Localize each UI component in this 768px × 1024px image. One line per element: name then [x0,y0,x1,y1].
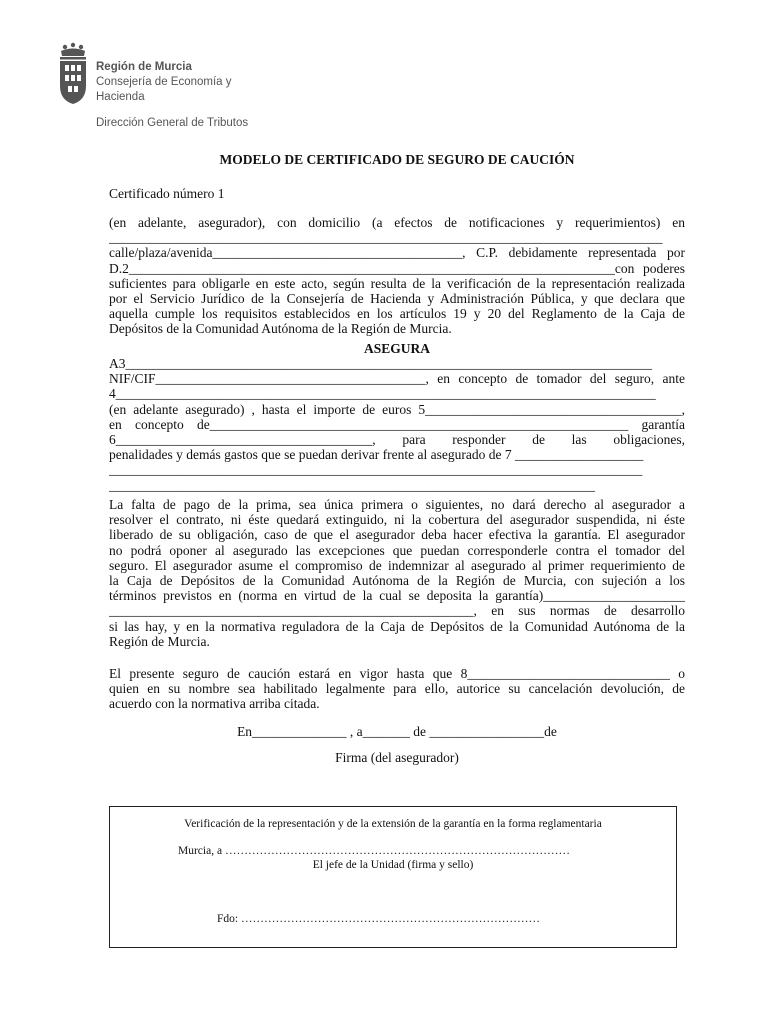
region-coat-of-arms-icon [56,42,90,106]
falta-line: liberado de su obligación, caso de que el asegurador deba hacer efectiva la garantía. El asegurador [109,527,685,543]
asegura-line: 4________________________________________________________________________________ [109,386,656,402]
unit-chief-label: El jefe de la Unidad (firma y sello) [312,859,474,871]
vigor-line: acuerdo con la normativa arriba citada. [109,696,320,712]
document-title: MODELO DE CERTIFICADO DE SEGURO DE CAUCIÓN [219,152,575,167]
falta-line: si las hay, y en la normativa reguladora de la Caja de Depósitos de la Comunidad Autónoma de la [109,618,685,634]
asegura-line: NIF/CIF________________________________________, en concepto de tomador del seguro, ante [109,371,685,387]
letterhead [56,42,276,129]
vigor-paragraph [109,666,685,712]
asegura-line: penalidades y demás gastos que se puedan derivar frente al asegurado de 7 ___________________ [109,447,644,463]
vigor-line: quien en su nombre sea habilitado legalmente para ello, autorice su cancelación devolución, de [109,681,685,697]
asegura-line: A3______________________________________________________________________________ [109,356,652,371]
falta-line: la Caja de Depósitos de la Comunidad Autónoma de la Región de Murcia, con sujeción a los [109,573,685,589]
verification-title: Verificación de la representación y de la extensión de la garantía en la forma reglamentaria [184,818,602,830]
asegura-line: 6______________________________________, para responder de las obligaciones, [109,432,685,448]
date-line: En______________ , a_______ de _________________de [237,724,557,739]
asegura-line: _______________________________________________________________________________ [109,462,643,478]
falta-line: términos previstos en (norma en virtud de la cual se deposita la garantía)_____________________ [109,588,685,604]
fdo-line: Fdo: …………………………………………………………………… [217,913,540,925]
intro-paragraph [109,215,685,337]
intro-line: (en adelante, asegurador), con domicilio (a efectos de notificaciones y requerimientos) en [109,215,685,230]
intro-line: Depósitos de la Comunidad Autónoma de la Región de Murcia. [109,321,452,337]
consejeria-name: Consejería de Economía y Hacienda [96,76,232,103]
intro-line: __________________________________________________________________________________ [109,230,663,246]
murcia-date-line: Murcia, a ……………………………………………………………………………… [178,845,570,857]
asegura-paragraph [109,356,685,493]
intro-line: por el Servicio Jurídico de la Consejería de Hacienda y Administración Pública, y que declara que [109,291,685,307]
falta-line: La falta de pago de la prima, sea única primera o siguientes, no dará derecho al asegurador a [109,497,685,512]
falta-line: Región de Murcia. [109,633,210,649]
direccion-name: Dirección General de Tributos [96,117,249,129]
signature-label: Firma (del asegurador) [335,750,459,765]
region-name: Región de Murcia [96,61,192,73]
organization-block [96,60,276,131]
falta-line: no podrá oponer al asegurado las excepciones que puedan corresponderle contra el tomador del [109,542,685,558]
asegura-line: (en adelante asegurado) , hasta el importe de euros 5______________________________________, [109,401,685,417]
intro-line: D.2________________________________________________________________________con poderes [109,260,685,276]
falta-de-pago-paragraph [109,497,685,649]
vigor-line: El presente seguro de caución estará en vigor hasta que 8______________________________ o [109,666,685,681]
certificate-number: Certificado número 1 [109,186,225,201]
asegura-line: en concepto de______________________________________________________________ garantía [109,416,685,432]
intro-line: aquella cumple los requisitos establecidos en los artículos 19 y 20 del Reglamento de la Caja de [109,306,685,322]
falta-line: resolver el contrato, ni éste quedará extinguido, ni la cobertura del asegurador suspendida, ni éste [109,512,685,528]
asegura-line: ________________________________________________________________________ [109,477,595,493]
falta-line: ______________________________________________________, en sus normas de desarrollo [109,603,685,619]
intro-line: calle/plaza/avenida_____________________________________, C.P. debidamente representada por [109,245,685,261]
falta-line: seguro. El asegurador asume el compromiso de indemnizar al asegurado al primer requerimiento de [109,557,685,573]
intro-line: suficientes para obligarle en este acto, según resulta de la verificación de la representación realizada [109,275,685,291]
verification-box [109,806,677,948]
asegura-heading: ASEGURA [363,341,430,356]
